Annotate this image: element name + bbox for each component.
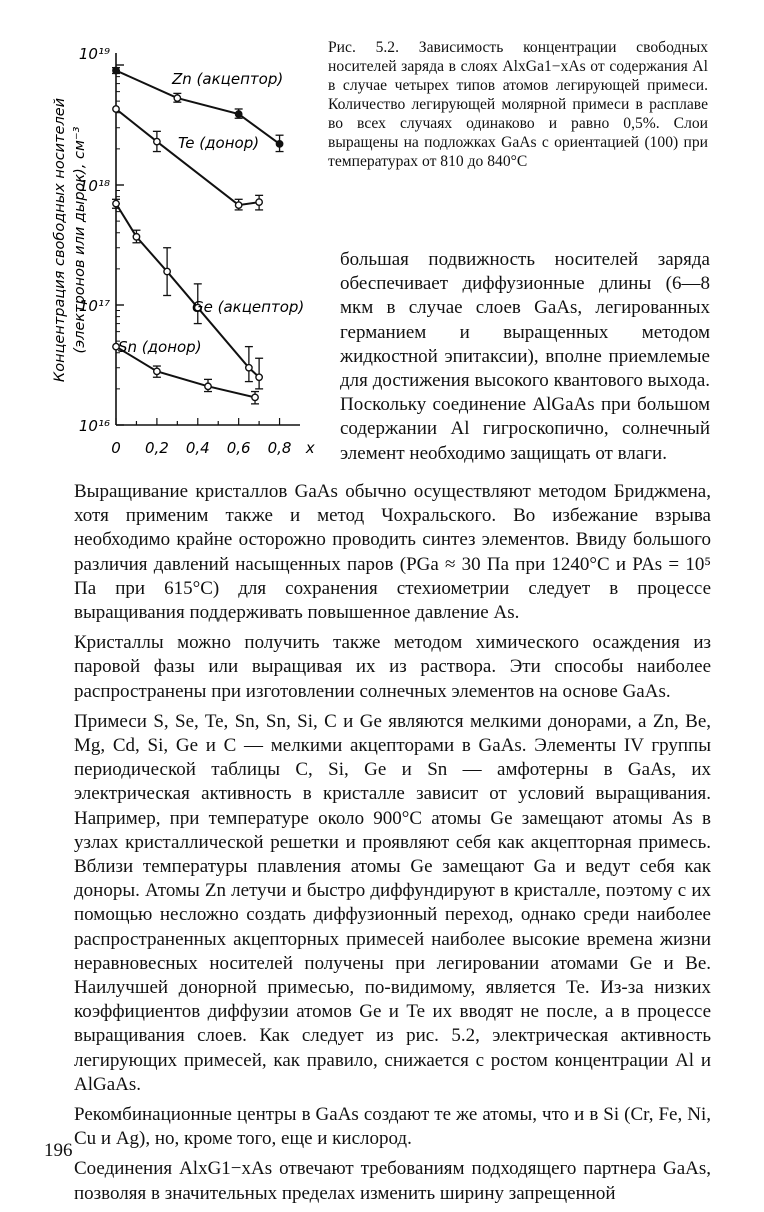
paragraph-2: Кристаллы можно получить также методом химического осаждения из паровой фазы или выращивая их из раствора. Эти способы наиболее распространены при изготовлении солнечных элементов на основе GaAs.	[74, 632, 711, 702]
main-text	[74, 480, 711, 1212]
data-point	[235, 111, 241, 117]
series-label: Zn (акцептор)	[172, 70, 284, 88]
paragraph-1: Выращивание кристаллов GaAs обычно осуществляют методом Бриджмена, хотя применим также и метод Чохральского. Во избежание взрыва необходимо крайне осторожно проводить синтез элементов. Ввиду большого различия давлений насыщенных паров (PGa ≈ 30 Па при 1240°С и PAs = 10⁵ Па при 615°С) для сохранения стехиометрии следует в процессе выращивания поддерживать повышенное давление As.	[74, 481, 711, 624]
page-number: 196	[44, 1140, 73, 1161]
series-line	[116, 109, 259, 205]
data-point	[164, 268, 170, 274]
data-point	[154, 138, 160, 144]
data-point	[256, 374, 262, 380]
x-tick-label: x	[305, 439, 315, 457]
data-point	[276, 141, 282, 147]
y-tick-label: 10¹⁶	[78, 417, 110, 435]
y-axis-label-line1: Концентрация свободных носителей	[52, 97, 68, 383]
data-point	[246, 365, 252, 371]
y-tick-label: 10¹⁹	[78, 45, 110, 63]
x-tick-label: 0,6	[226, 439, 251, 457]
paragraph-3: Примеси S, Se, Te, Sn, Sn, Si, C и Ge являются мелкими донорами, а Zn, Be, Mg, Cd, Si, Ge и С — мелкими акцепторами в GaAs. Элементы IV группы периодической таблицы C, Si, Ge и Sn — амфотерны в GaAs, их электрическая активность в кристалле зависит от условий выращивания. Например, при температуре около 900°С атомы Ge замещают атомы As в узлах кристаллической решетки и проявляют себя как акцепторная примесь. Вблизи температуры плавления атомы Ge замещают Ga и ведут себя как доноры. Атомы Zn летучи и быстро диффундируют в кристалле, поэтому с их помощью несложно создать диффузионный переход, однако среди наиболее распространенных акцепторных примесей наиболее высокие времена жизни неравновесных носителей получены при легировании атомами Ge и Be. Наилучшей донорной примесью, по-видимому, является Te. Из-за низких коэффициентов диффузии атомов Ge и Te их вводят не после, а в процессе выращивания слоев. Как следует из рис. 5.2, электрическая активность легирующих примесей, как правило, снижается с ростом концентрации Al и AlGaAs.	[74, 710, 711, 1095]
data-point	[113, 200, 119, 206]
data-point	[133, 234, 139, 240]
paragraph-5: Соединения AlxG1−xAs отвечают требованиям подходящего партнера GaAs, позволяя в значительных пределах изменить ширину запрещенной	[74, 1158, 711, 1204]
y-tick-label: 10¹⁷	[78, 297, 110, 315]
data-point	[113, 106, 119, 112]
data-point	[205, 383, 211, 389]
data-point	[154, 368, 160, 374]
data-point	[252, 394, 258, 400]
side-paragraph-text: большая подвижность носителей заряда обеспечивает диффузионные длины (6—8 мкм в случае слоев GaAs, легированных германием и выращенных методом жидкостной эпитаксии), вполне приемлемые для достижения высокого квантового выхода. Поскольку соединение AlGaAs при большом содержании Al гигроскопично, солнечный элемент необходимо защищать от влаги.	[340, 249, 710, 464]
x-tick-label: 0	[111, 439, 121, 457]
y-axis-label-line2: (электронов или дырок), см⁻³	[72, 126, 88, 354]
concentration-chart	[0, 0, 330, 470]
series-label: Te (донор)	[178, 134, 260, 152]
side-paragraph	[340, 248, 710, 466]
x-tick-label: 0,4	[185, 439, 210, 457]
data-point	[256, 199, 262, 205]
series-label: Ge (акцептор)	[192, 298, 305, 316]
y-tick-label: 10¹⁸	[78, 177, 110, 195]
data-point	[113, 67, 119, 73]
paragraph-4: Рекомбинационные центры в GaAs создают те же атомы, что и в Si (Cr, Fe, Ni, Cu и Ag), но, кроме того, еще и кислород.	[74, 1104, 711, 1150]
data-point	[174, 95, 180, 101]
series-label: Sn (донор)	[118, 338, 202, 356]
x-tick-label: 0,2	[144, 439, 169, 457]
x-tick-label: 0,8	[267, 439, 292, 457]
figure-caption: Рис. 5.2. Зависимость концентрации свободных носителей заряда в слоях AlxGa1−xAs от содержания Al в случае четырех типов атомов легирующей примеси. Количество легирующей молярной примеси в расплаве во всех случаях одинаково и равно 0,5%. Слои выращены на подложках GaAs с ориентацией (100) при температурах от 810 до 840°С	[328, 39, 708, 170]
data-point	[235, 202, 241, 208]
